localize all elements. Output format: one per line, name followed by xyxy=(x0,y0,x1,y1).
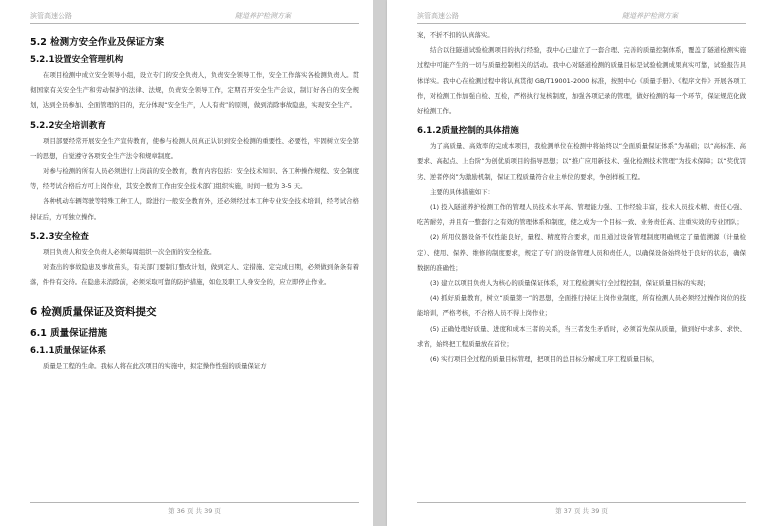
paragraph: 为了高质量、高效率的完成本项目，我检测单位在检测中将始终以“全面质量保证体系”为基础；以“高标准、高要求、高起点、上台阶”为创优质项目的指导思想；以“推广应用新技术、强化检测技术管理”为技术保障；以“奖优罚劣、逆者停岗”为激励机制，保证工程质量符合业主单位的要求，争创样板工程。 xyxy=(417,142,746,181)
subsection-heading: 5.2.3安全检查 xyxy=(30,231,89,242)
document-page-left xyxy=(0,0,373,526)
section-heading: 6.1 质量保证措施 xyxy=(30,328,108,340)
subsection-heading: 6.1.2质量控制的具体措施 xyxy=(417,126,519,137)
page-content xyxy=(417,28,746,367)
paragraph: 质量是工程的生命。我标人将在此次项目的实施中，拟定操作性强的质量保证方 xyxy=(43,362,267,371)
paragraph: (5) 正确处理好质量、进度和成本三者的关系，当三者发生矛盾时，必须首先保从质量，做到好中求多、求快、求省，始终把工程质量放在首位； xyxy=(417,324,746,348)
header-right-text: 隧道养护检测方案 xyxy=(235,12,291,20)
document-page-right xyxy=(387,0,760,526)
paragraph: 项目部要经常开展安全生产宣传教育，使参与检测人员真正认识到安全检测的重要性、必要性，牢固树立安全第一的思想，自觉遵守各项安全生产法令和规章制度。 xyxy=(30,136,359,160)
page-footer: 第 37 页 共 39 页 xyxy=(417,502,746,518)
subsection-heading: 5.2.1设置安全管理机构 xyxy=(30,55,124,65)
page-content xyxy=(30,28,359,375)
paragraph: (1) 投入隧道养护检测工作的管理人员技术水平高、管理能力强、工作经验丰富，技术人员技术精、责任心强、吃苦耐劳，并且有一整套行之有效的管理体系和制度，使之成为一个目标一致、业务责任高、注重实效的专业团队； xyxy=(417,203,746,227)
page-footer: 第 36 页 共 39 页 xyxy=(30,502,359,518)
page-header xyxy=(30,9,359,24)
subsection-heading: 6.1.1质量保证体系 xyxy=(30,346,107,357)
paragraph: (3) 建立以项目负责人为核心的质量保证体系，对工程检测实行全过程控制，保证质量目标的实现； xyxy=(430,279,710,288)
page-header xyxy=(417,9,746,24)
paragraph: 对查出的事故隐患及事故苗头，有关部门要制订整改计划，做到定人、定措施、定完成日期，必须做到条条有着落，件件有交待。在隐患未消除前，必须采取可靠的防护措施，如危及职工人身安全的，应立即停止作业。 xyxy=(30,263,359,287)
page-gap xyxy=(373,0,387,526)
paragraph: 各种机动车辆驾驶等特殊工种工人，除进行一般安全教育外，还必须经过本工种专业安全技术培训，经考试合格持证后，方可独立操作。 xyxy=(30,197,359,221)
header-right-text: 隧道养护检测方案 xyxy=(622,12,678,20)
section-heading: 5.2 检测方安全作业及保证方案 xyxy=(30,37,165,48)
paragraph: 对参与检测的所有人员必须进行上岗前的安全教育，教育内容包括：安全技术知识、各工种操作规程、安全制度等，经考试合格后方可上岗作业，其安全教育工作由安全技术部门组织实施，时间一般为 3-5 天。 xyxy=(30,167,359,191)
subsection-heading: 5.2.2安全培训教育 xyxy=(30,120,107,131)
paragraph: 案，不折不扣的认真落实。 xyxy=(417,31,494,39)
paragraph: 项目负责人和安全负责人必须每周组织一次全面的安全检查。 xyxy=(43,247,216,256)
header-left-text: 滨管高速公路 xyxy=(417,12,459,20)
paragraph: 结合以往隧道试验检测项目的执行经验，我中心已建立了一套合理、完善的质量控制体系，覆盖了隧道检测实施过程中可能产生的一切与质量控制相关的活动。我中心对隧道检测的质量目标是试验检测成果真实可靠，试验报告具体详实。我中心在检测过程中将认真贯彻 GB/T19001-2000 标准，按照中心《质量手册》、《程序文件》开展各项工作，对检测工作加强自检、互检，严格执行复核制度，加强各项记录的管理，做好检测的每一个环节，保证规范化做好检测工作。 xyxy=(417,46,746,116)
paragraph: (4) 抓好质量教育，树立“质量第一”的思想，全面推行持证上岗作业制度，所有检测人员必须经过操作岗位的技能培训，严格考核，不合格人员不得上岗作业； xyxy=(417,294,746,318)
chapter-heading: 6 检测质量保证及资料提交 xyxy=(30,306,157,319)
paragraph: (2) 所用仪器设备不仅性能良好，量程、精度符合要求，而且通过设备管理制度明确规定了量值溯源（计量检定）、使用、保养、维修的制度要求，规定了专门的设备管理人员和责任人，以确保设备始终处于良好的状态，确保数据的准确性； xyxy=(417,233,746,272)
paragraph: 在项目检测中成立安全领导小组，设立专门的安全负责人，负责安全领导工作，安全工作落实各检测负责人。贯彻国家有关安全生产和劳动保护的法律、法规，负责安全领导工作，定期召开安全生产会议，制订好各自的安全规划，达到全员参加、全面管理的目的，充分体现“安全生产，人人有责”的原则，做到消除事故隐患，实现安全生产。 xyxy=(30,71,359,110)
paragraph: 主要的具体措施如下： xyxy=(430,187,494,196)
header-left-text: 滨管高速公路 xyxy=(30,12,72,20)
paragraph: (6) 实行项目全过程的质量目标管理，把项目的总目标分解成工序工程质量目标， xyxy=(430,355,659,364)
